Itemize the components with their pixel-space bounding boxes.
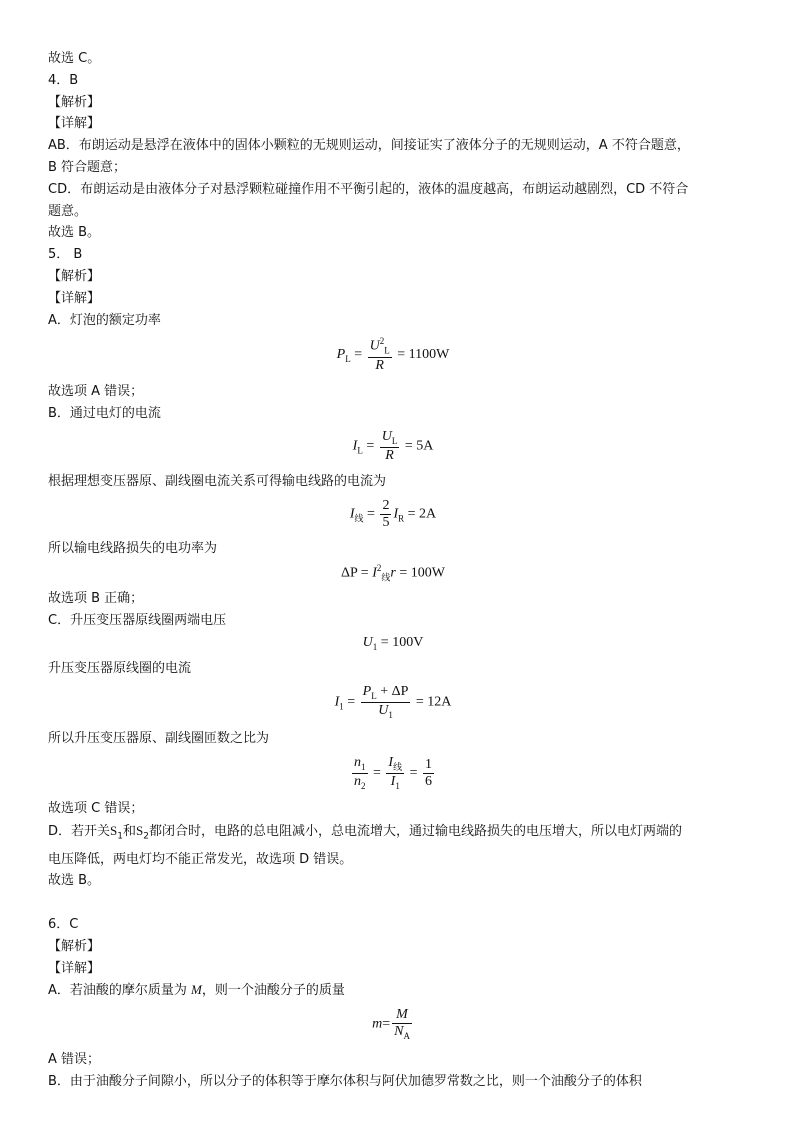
paragraph-line: A 错误； [48, 1051, 101, 1067]
paragraph-line: 故选项 B 正确； [48, 591, 144, 607]
paragraph-line: B．通过电灯的电流 [48, 405, 161, 421]
paragraph-line: 根据理想变压器原、副线圈电流关系可得输电线路的电流为 [48, 474, 387, 490]
paragraph-line: D．若开关$S_1$和$S_2$都闭合时，电路的总电阻减小，总电流增大，通过输电线路损失的电压增大，所以电灯两端的 [48, 823, 682, 842]
paragraph-line: 题意。 [48, 203, 88, 219]
equation-turns-ratio: $\frac{n_1}{n_2}$ = $\frac{I_线}{I_1}$ = $\frac{1}{6}$ [354, 754, 432, 791]
question-number: 5． B [48, 247, 83, 263]
fraction: $\frac{1}{6}$ [425, 756, 432, 789]
answer-line: 故选 C。 [48, 51, 101, 66]
fraction: $\frac{2}{5}$ [382, 498, 390, 530]
fraction: $\frac{I_线}{I_1}$ [388, 754, 403, 791]
paragraph-line: CD．布朗运动是由液体分子对悬浮颗粒碰撞作用不平衡引起的，液体的温度越高，布朗运动越剧烈，CD 不符合 [48, 181, 689, 197]
blank-spacer [48, 892, 738, 914]
equation-line-current: $I_线$ = $\frac{2}{5}$ $I_R = 2A$ [349, 498, 437, 530]
analysis-heading: 【解析】 [48, 938, 101, 954]
question-number: 6．C [48, 917, 79, 932]
detail-heading: 【详解】 [48, 960, 101, 976]
fraction: $\frac{U^2_L}{R}$ [369, 336, 390, 373]
paragraph-line: B．由于油酸分子间隙小，所以分子的体积等于摩尔体积与阿伏加德罗常数之比，则一个油酸分子的体积 [48, 1073, 642, 1089]
paragraph-line: 升压变压器原线圈的电流 [48, 660, 192, 676]
equation-power-loss: $\Delta P = I^2_线r = 100W$ [341, 562, 445, 583]
paragraph-line: 故选项 A 错误； [48, 383, 144, 399]
detail-heading: 【详解】 [48, 116, 101, 132]
equation-primary-voltage: $U_1 = 100V$ [362, 634, 424, 652]
equation-molecule-mass: m= $\frac{M}{N_A}$ [372, 1007, 410, 1041]
fraction: $\frac{P_L + \Delta P}{U_1}$ [362, 684, 409, 721]
document-page [48, 48, 738, 1093]
equation-lamp-current: $I_L$ = $\frac{U_L}{R}$ = 5A [352, 429, 434, 464]
paragraph-line: 故选项 C 错误； [48, 801, 144, 817]
analysis-heading: 【解析】 [48, 94, 101, 110]
paragraph-line: A．灯泡的额定功率 [48, 312, 161, 328]
paragraph-line: 电压降低，两电灯均不能正常发光，故选项 D 错误。 [48, 851, 353, 867]
answer-line: 故选 B。 [48, 225, 101, 241]
equation-rated-power: $P_L$ = $\frac{U^2_L}{R}$ = 1100W [336, 336, 450, 373]
paragraph-line: 所以升压变压器原、副线圈匝数之比为 [48, 731, 270, 747]
paragraph-line: 所以输电线路损失的电功率为 [48, 541, 218, 556]
fraction: $\frac{U_L}{R}$ [381, 429, 398, 464]
detail-heading: 【详解】 [48, 290, 101, 306]
fraction: $\frac{n_1}{n_2}$ [354, 754, 366, 791]
question-number: 4．B [48, 72, 79, 88]
fraction: $\frac{M}{N_A}$ [394, 1007, 410, 1041]
paragraph-line: B 符合题意； [48, 159, 127, 175]
paragraph-line: C．升压变压器原线圈两端电压 [48, 613, 227, 629]
paragraph-line: A．若油酸的摩尔质量为 M，则一个油酸分子的质量 [48, 982, 345, 999]
analysis-heading: 【解析】 [48, 268, 101, 284]
paragraph-line: AB．布朗运动是悬浮在液体中的固体小颗粒的无规则运动，间接证实了液体分子的无规则运动，A 不符合题意， [48, 138, 690, 154]
answer-line: 故选 B。 [48, 873, 101, 889]
equation-primary-current: $I_1$ = $\frac{P_L + \Delta P}{U_1}$ = 12A [334, 684, 452, 721]
